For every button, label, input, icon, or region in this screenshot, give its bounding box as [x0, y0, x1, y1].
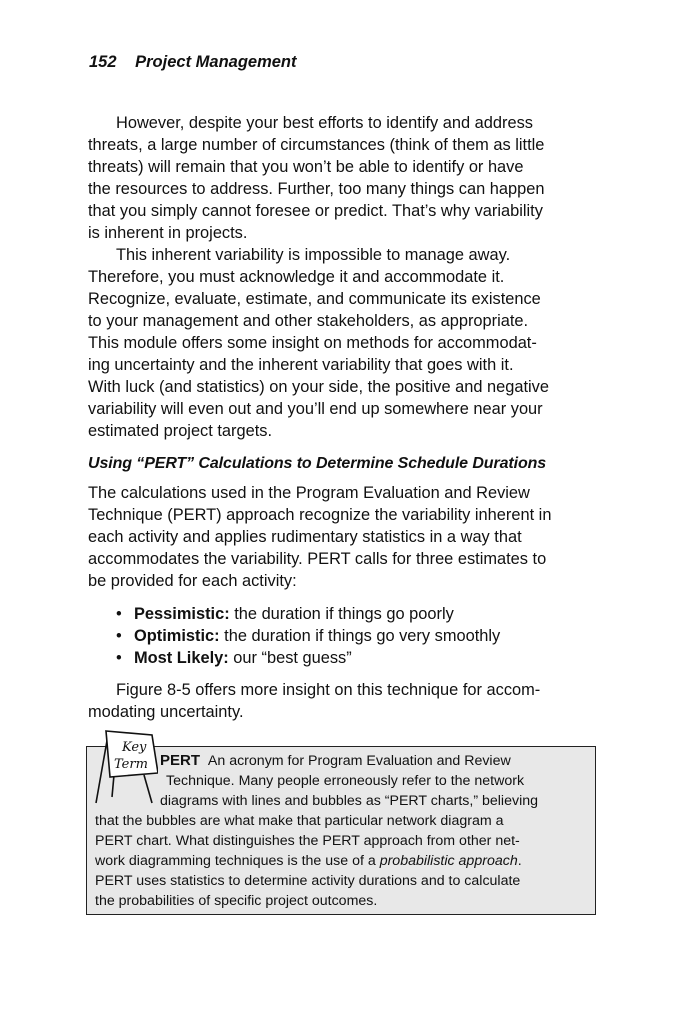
bullet-text: the duration if things go poorly — [229, 605, 454, 623]
text-line: be provided for each activity: — [88, 572, 297, 590]
text-line: Therefore, you must acknowledge it and accommodate it. — [88, 268, 505, 286]
text-line: Recognize, evaluate, estimate, and communicate its existence — [88, 290, 541, 308]
text-line: that you simply cannot foresee or predict. That’s why variability — [88, 202, 543, 220]
text-line: . — [517, 853, 522, 869]
estimate-list — [116, 603, 500, 669]
text-line: that the bubbles are what make that particular network diagram a — [95, 813, 504, 829]
text-line: With luck (and statistics) on your side, the positive and negative — [88, 378, 549, 396]
key-term-word: PERT — [160, 752, 201, 769]
intro-section — [88, 112, 610, 442]
text-line: variability will even out and you’ll end up somewhere near your — [88, 400, 543, 418]
text-line: This inherent variability is impossible to manage away. — [116, 246, 511, 264]
text-line: ing uncertainty and the inherent variability that goes with it. — [88, 356, 514, 374]
text-line: threats, a large number of circumstances (think of them as little — [88, 136, 545, 154]
text-line: each activity and applies rudimentary statistics in a way that — [88, 528, 522, 546]
figure-reference-paragraph — [88, 679, 610, 723]
bullet-text: the duration if things go very smoothly — [219, 627, 501, 645]
page-number: 152 — [89, 53, 117, 71]
section-heading: Using “PERT” Calculations to Determine Schedule Durations — [88, 455, 547, 472]
bullet-text: our “best guess” — [228, 649, 352, 667]
list-item — [116, 647, 500, 669]
key-label: Key — [122, 740, 147, 755]
bullet-term: Optimistic: — [134, 627, 220, 645]
text-line: PERT chart. What distinguishes the PERT approach from other net- — [95, 833, 520, 849]
text-line: This module offers some insight on methods for accommodat- — [88, 334, 537, 352]
text-line: estimated project targets. — [88, 422, 273, 440]
key-term-sign-icon — [88, 727, 158, 807]
text-line: diagrams with lines and bubbles as “PERT charts,” believing — [160, 793, 538, 809]
text-line: the probabilities of specific project outcomes. — [95, 893, 378, 909]
text-line: PERT uses statistics to determine activity durations and to calculate — [95, 873, 521, 889]
text-line: Technique (PERT) approach recognize the variability inherent in — [88, 506, 552, 524]
text-line: accommodates the variability. PERT calls for three estimates to — [88, 550, 547, 568]
text-line: The calculations used in the Program Evaluation and Review — [88, 484, 530, 502]
text-line: Figure 8-5 offers more insight on this technique for accom- — [116, 681, 541, 699]
key-term-line — [95, 851, 522, 871]
list-item — [116, 625, 500, 647]
bullet-icon: • — [116, 649, 122, 667]
term-label: Term — [114, 757, 148, 772]
bullet-icon: • — [116, 605, 122, 623]
text-line: modating uncertainty. — [88, 703, 244, 721]
text-line: However, despite your best efforts to identify and address — [116, 114, 533, 132]
text-line: An acronym for Program Evaluation and Review — [207, 753, 511, 769]
bullet-term: Pessimistic: — [134, 605, 230, 623]
text-line: is inherent in projects. — [88, 224, 248, 242]
bullet-icon: • — [116, 627, 122, 645]
book-title: Project Management — [135, 53, 297, 71]
text-line: work diagramming techniques is the use of a — [95, 853, 380, 869]
key-term-line — [160, 751, 511, 771]
bullet-term: Most Likely: — [134, 649, 229, 667]
text-line: threats) will remain that you won’t be able to identify or have — [88, 158, 524, 176]
list-item — [116, 603, 500, 625]
pert-paragraph — [88, 482, 610, 592]
text-line: the resources to address. Further, too many things can happen — [88, 180, 545, 198]
text-line: Technique. Many people erroneously refer to the network — [166, 773, 525, 789]
running-header — [89, 53, 297, 72]
text-line: to your management and other stakeholders, as appropriate. — [88, 312, 529, 330]
emphasis: probabilistic approach — [379, 853, 518, 869]
